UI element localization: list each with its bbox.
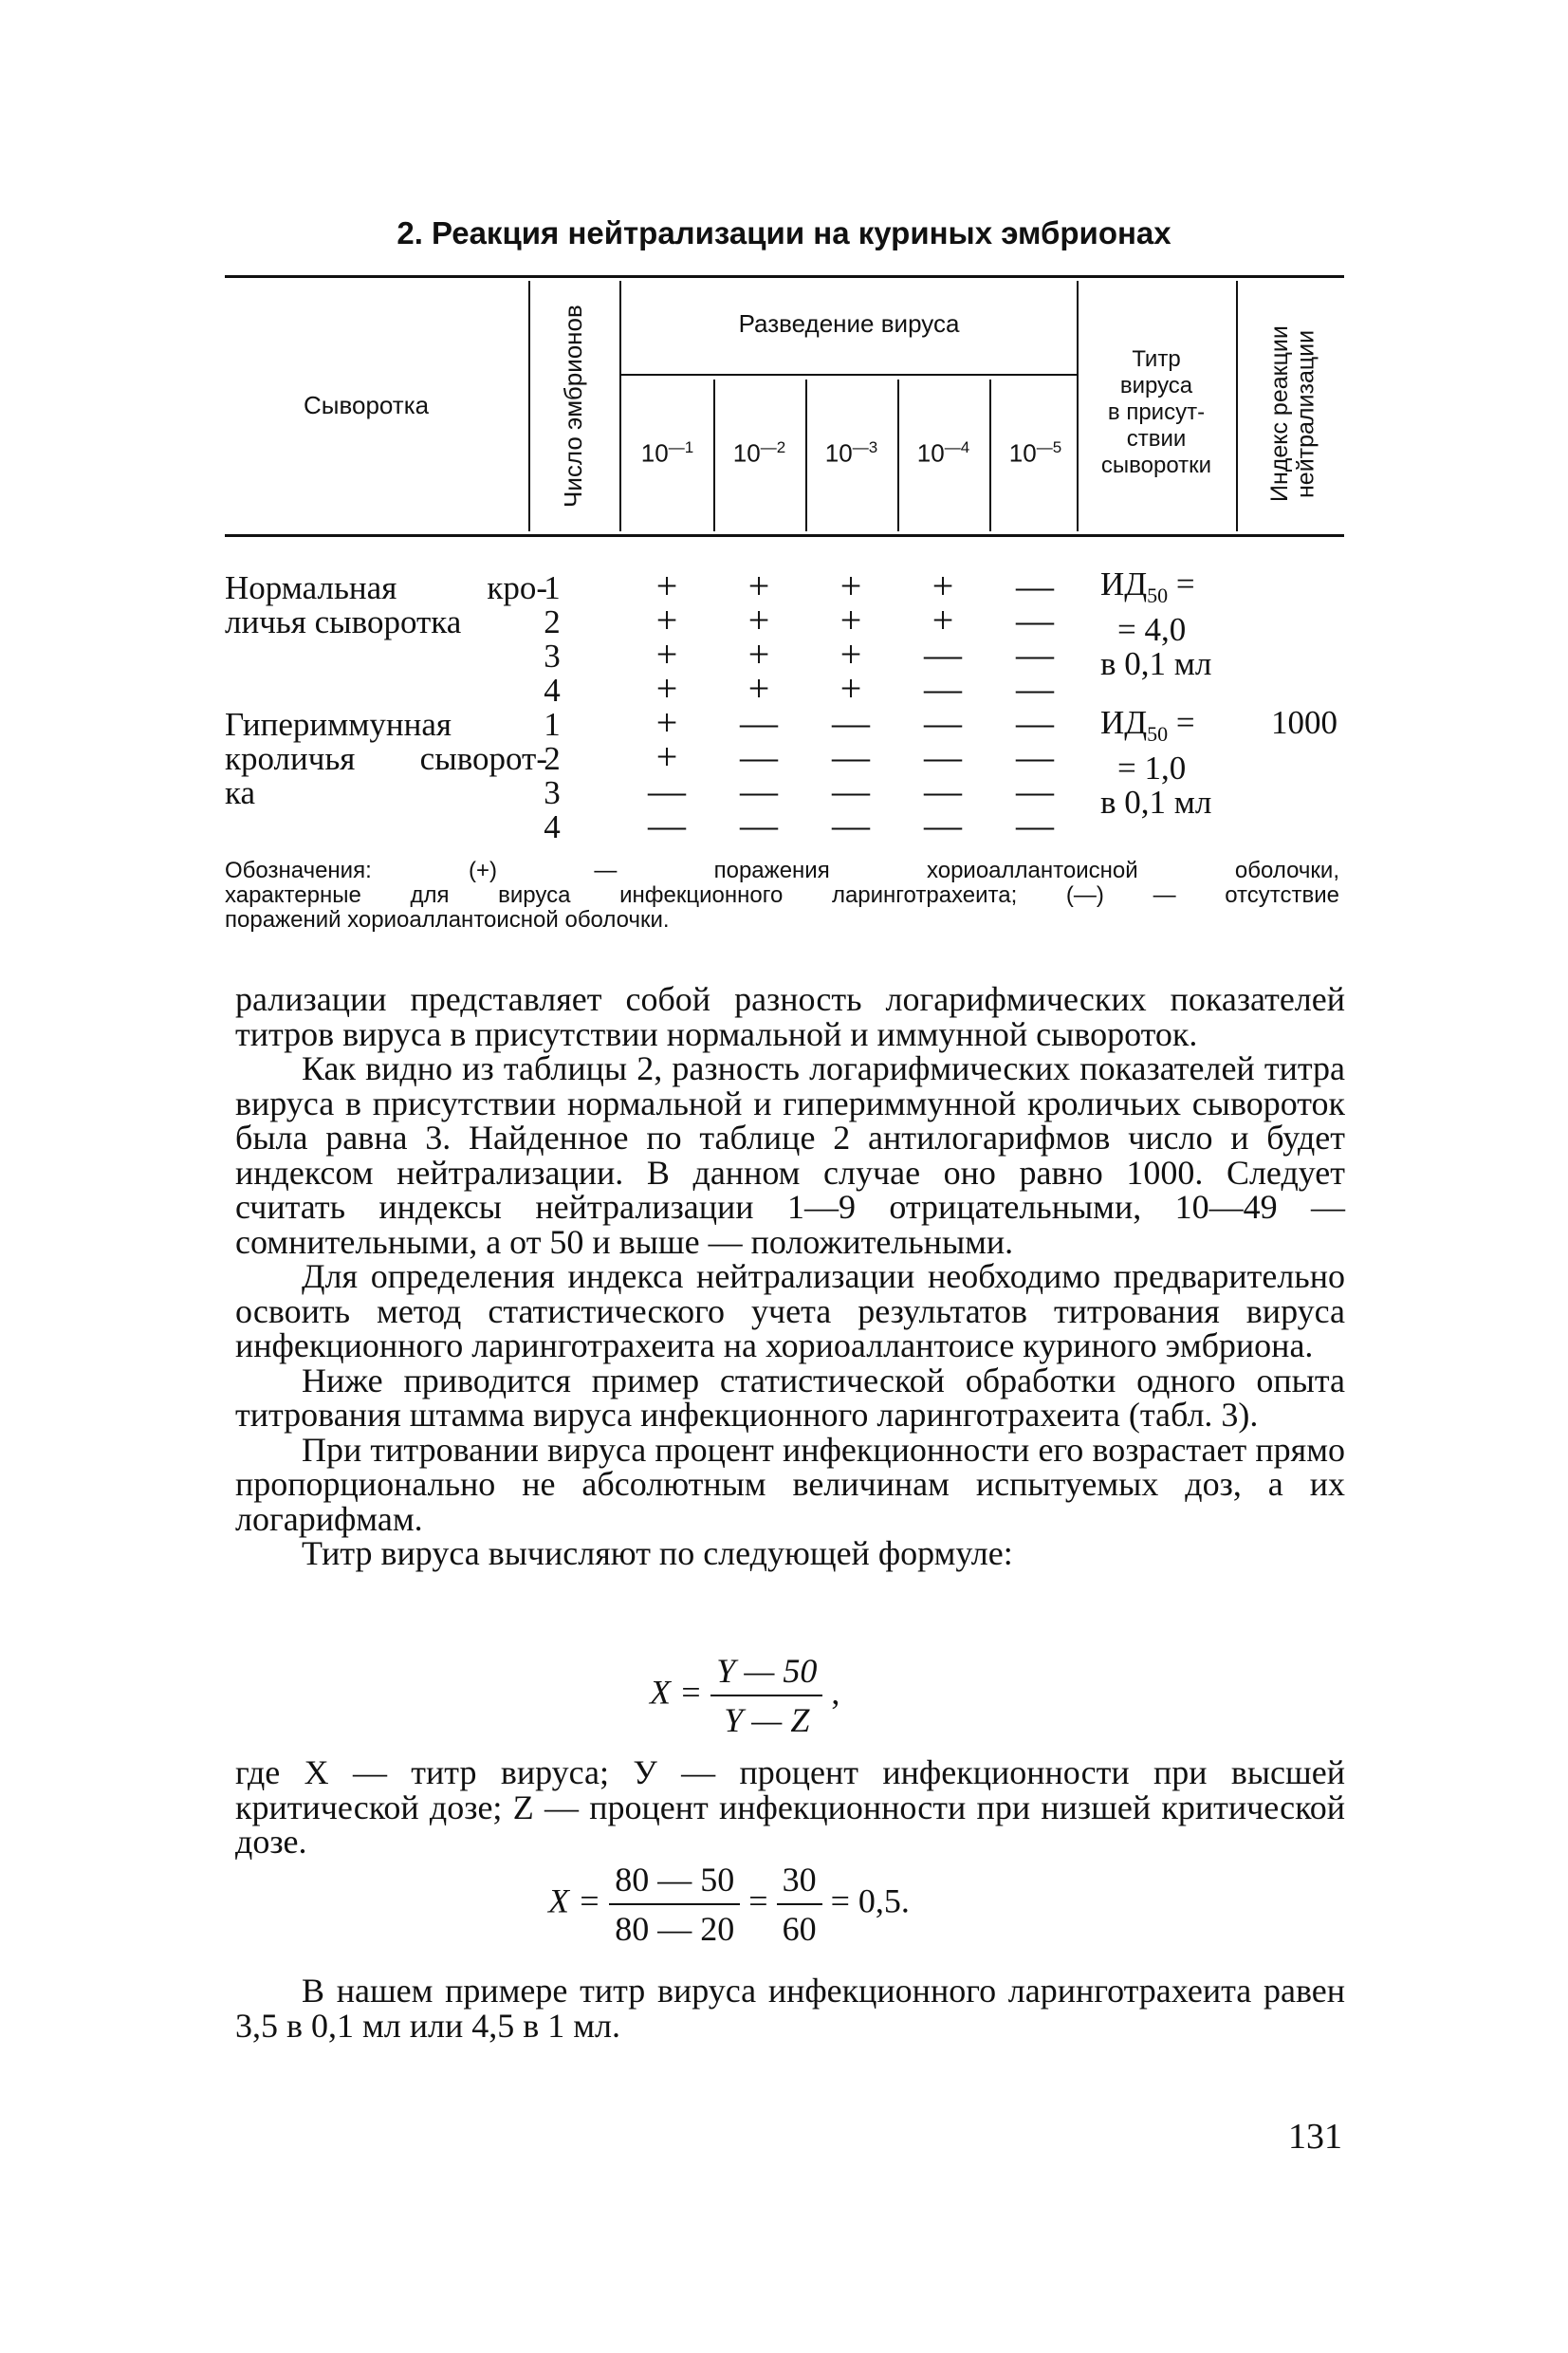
result-cell: —	[1016, 667, 1054, 710]
formula-example: X = $\frac{80 — 50}{80 — 20}$ = $\frac{30}{60}$ = 0,5.	[548, 1861, 910, 1948]
result-cell: +	[932, 565, 954, 607]
embryo-number: 3	[544, 774, 561, 811]
result-cell: +	[655, 667, 678, 710]
result-cell: —	[832, 735, 870, 778]
result-cell: —	[924, 769, 962, 812]
result-cell: —	[740, 769, 778, 812]
conclusion: В нашем примере титр вируса инфекционного ларинготрахеита равен 3,5 в 0,1 мл или 4,5 в 1 мл.	[235, 1972, 1345, 2045]
result-cell: +	[655, 599, 678, 641]
col-sep-titer	[1236, 281, 1238, 531]
embryo-number: 2	[544, 740, 561, 777]
table-header-bottom-rule	[225, 534, 1344, 537]
result-cell: +	[655, 701, 678, 744]
dilution-col-5: $10^{—5}$	[1008, 438, 1062, 468]
header-dilution: Разведение вируса	[738, 309, 960, 338]
serum-normal: Нормальная кро- личья сыворотка	[225, 569, 547, 640]
col-sep-serum	[528, 281, 530, 531]
dilution-col-1: $10^{—1}$	[640, 438, 694, 468]
embryo-number: 1	[544, 706, 561, 743]
result-cell: +	[747, 667, 770, 710]
result-cell: —	[924, 804, 962, 846]
result-cell: +	[839, 667, 862, 710]
result-cell: —	[1016, 769, 1054, 812]
titer-hyperimmune: $ИД_{50}$ = = 1,0 в 0,1 мл	[1100, 704, 1212, 821]
result-cell: —	[1016, 633, 1054, 676]
result-cell: —	[832, 701, 870, 744]
dilution-col-4: $10^{—4}$	[916, 438, 970, 468]
paragraph: рализации представляет собой разность логарифмических показателей титров вируса в присутствии нормальной и иммунной сывороток.	[235, 980, 1345, 1053]
page-number: 131	[1288, 2117, 1342, 2157]
serum-hyperimmune: Гипериммунная кроличья сыворот- ка	[225, 706, 547, 811]
header-titer: Титр вируса в присут- ствии сыворотки	[1100, 346, 1212, 478]
neutralization-index-value: 1000	[1271, 704, 1337, 741]
result-cell: —	[924, 633, 962, 676]
embryo-number: 4	[544, 808, 561, 845]
result-cell: +	[839, 565, 862, 607]
result-cell: —	[924, 735, 962, 778]
formula-explanation: где X — титр вируса; У — процент инфекционности при высшей критической дозе; Z — процент инфекционности при низшей критической дозе.	[235, 1753, 1345, 1861]
result-cell: —	[1016, 565, 1054, 607]
result-cell: —	[740, 701, 778, 744]
result-cell: —	[1016, 701, 1054, 744]
result-cell: +	[932, 599, 954, 641]
result-cell: +	[747, 565, 770, 607]
result-cell: —	[1016, 735, 1054, 778]
result-cell: +	[839, 633, 862, 676]
result-cell: +	[655, 565, 678, 607]
table-top-rule	[225, 275, 1344, 278]
result-cell: +	[655, 633, 678, 676]
result-cell: —	[924, 701, 962, 744]
result-cell: +	[655, 735, 678, 778]
col-sep-dilution	[1077, 281, 1079, 531]
embryo-number: 4	[544, 672, 561, 709]
paragraph: Титр вируса вычисляют по следующей формуле:	[302, 1534, 1013, 1572]
header-serum: Сыворотка	[304, 391, 430, 419]
result-cell: —	[648, 769, 686, 812]
result-cell: —	[740, 804, 778, 846]
result-cell: —	[1016, 599, 1054, 641]
result-cell: —	[832, 769, 870, 812]
result-cell: —	[924, 667, 962, 710]
formula-titer: X = $\frac{Y — 50}{Y — Z}$ ,	[650, 1652, 840, 1739]
result-cell: —	[832, 804, 870, 846]
result-cell: +	[747, 633, 770, 676]
titer-normal: $ИД_{50}$ = = 4,0 в 0,1 мл	[1100, 565, 1212, 682]
embryo-number: 3	[544, 638, 561, 675]
result-cell: —	[1016, 804, 1054, 846]
dilution-col-3: $10^{—3}$	[824, 438, 878, 468]
result-cell: —	[648, 804, 686, 846]
paragraph: Ниже приводится пример статистической обработки одного опыта титрования штамма вируса инфекционного ларинготрахеита (табл. 3).	[235, 1361, 1345, 1434]
result-cell: +	[747, 599, 770, 641]
dilution-subhead-rule	[621, 374, 1077, 376]
embryo-number: 2	[544, 603, 561, 640]
paragraph: Как видно из таблицы 2, разность логарифмических показателей титра вируса в присутствии нормальной и гипериммунной кроличьих сывороток была равна 3. Найденное по таблице 2 антилогарифмов число и будет индексом нейтрализации. В данном случае оно равно 1000. Следует считать индексы нейтрализации 1—9 отрицательными, 10—49 — сомнительными, а от 50 и выше — положительными.	[235, 1049, 1345, 1261]
header-neutralization-index: Индекс реакции нейтрализации	[1266, 325, 1319, 502]
table-legend: Обозначения: (+) — поражения хориоаллантоисной оболочки, характерные для вируса инфекционного ларинготрахеита; (—) — отсутствие поражений хориоаллантоисной оболочки.	[225, 858, 1339, 933]
paragraph: При титровании вируса процент инфекционности его возрастает прямо пропорционально не абсолютным величинам испытуемых доз, а их логарифмам.	[235, 1430, 1345, 1538]
header-embryo-count: Число эмбрионов	[559, 305, 587, 508]
result-cell: +	[839, 599, 862, 641]
embryo-number: 1	[544, 569, 561, 606]
table-title: 2. Реакция нейтрализации на куриных эмбрионах	[397, 215, 1171, 250]
paragraph: Для определения индекса нейтрализации необходимо предварительно освоить метод статистического учета результатов титрования вируса инфекционного ларинготрахеита на хориоаллантоисе куриного эмбриона.	[235, 1257, 1345, 1364]
dilution-col-2: $10^{—2}$	[732, 438, 786, 468]
body-text	[235, 982, 1345, 1571]
result-cell: —	[740, 735, 778, 778]
